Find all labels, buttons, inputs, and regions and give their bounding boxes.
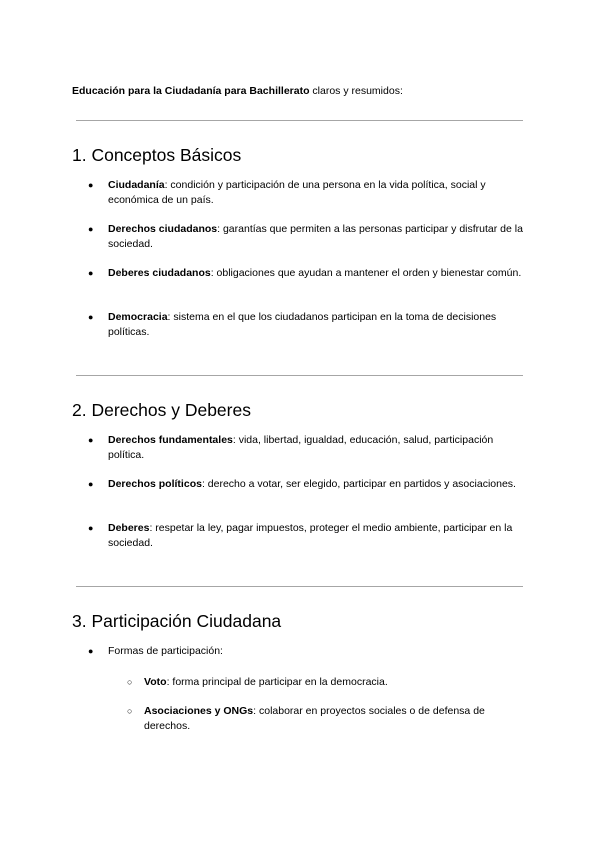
hollow-bullet-icon: ○	[127, 677, 133, 687]
list-item	[88, 178, 524, 208]
item-text: : colaborar en proyectos sociales o de defensa de derechos.	[144, 705, 485, 732]
bullet-icon: ●	[88, 646, 94, 656]
hollow-bullet-icon: ○	[127, 706, 133, 716]
bullet-icon: ●	[88, 435, 94, 445]
section-heading-2: 2. Derechos y Deberes	[72, 400, 251, 420]
divider-1	[76, 120, 523, 121]
item-term: Deberes	[108, 522, 150, 534]
item-text: : obligaciones que ayudan a mantener el orden y bienestar común.	[210, 267, 522, 279]
list-item	[88, 644, 524, 659]
item-text: : forma principal de participar en la democracia.	[166, 676, 388, 688]
list-item	[88, 477, 524, 492]
item-term: Voto	[144, 676, 167, 688]
list-item	[88, 433, 524, 463]
item-text: : respetar la ley, pagar impuestos, proteger el medio ambiente, participar en la sociedad.	[108, 522, 513, 549]
bullet-icon: ●	[88, 224, 94, 234]
section-heading-1: 1. Conceptos Básicos	[72, 145, 242, 165]
item-term: Ciudadanía	[108, 179, 165, 191]
sub-list-item	[127, 704, 524, 734]
bullet-icon: ●	[88, 180, 94, 190]
bullet-icon: ●	[88, 312, 94, 322]
list-item	[88, 521, 524, 551]
intro-line	[72, 84, 403, 98]
bullet-icon: ●	[88, 523, 94, 533]
item-term: Democracia	[108, 311, 168, 323]
sub-list-item	[127, 675, 524, 690]
item-term: Derechos fundamentales	[108, 434, 233, 446]
list-item	[88, 310, 524, 340]
divider-2	[76, 375, 523, 376]
intro-bold: Educación para la Ciudadanía para Bachillerato	[72, 85, 310, 97]
bullet-icon: ●	[88, 479, 94, 489]
section-heading-3: 3. Participación Ciudadana	[72, 611, 282, 631]
item-text: : sistema en el que los ciudadanos participan en la toma de decisiones políticas.	[108, 311, 497, 338]
item-text: : garantías que permiten a las personas participar y disfrutar de la sociedad.	[108, 223, 523, 250]
item-text: : vida, libertad, igualdad, educación, salud, participación política.	[108, 434, 494, 461]
item-term: Derechos políticos	[108, 478, 202, 490]
item-term: Derechos ciudadanos	[108, 223, 218, 235]
item-term: Asociaciones y ONGs	[144, 705, 254, 717]
divider-3	[76, 586, 523, 587]
item-text: : derecho a votar, ser elegido, participar en partidos y asociaciones.	[201, 478, 516, 490]
item-text: : condición y participación de una persona en la vida política, social y económica de un país.	[108, 179, 486, 206]
item-term: Deberes ciudadanos	[108, 267, 211, 279]
list-item	[88, 222, 524, 252]
list-item	[88, 266, 524, 281]
item-text: Formas de participación:	[108, 645, 223, 657]
intro-rest: claros y resumidos:	[309, 85, 403, 97]
bullet-icon: ●	[88, 268, 94, 278]
